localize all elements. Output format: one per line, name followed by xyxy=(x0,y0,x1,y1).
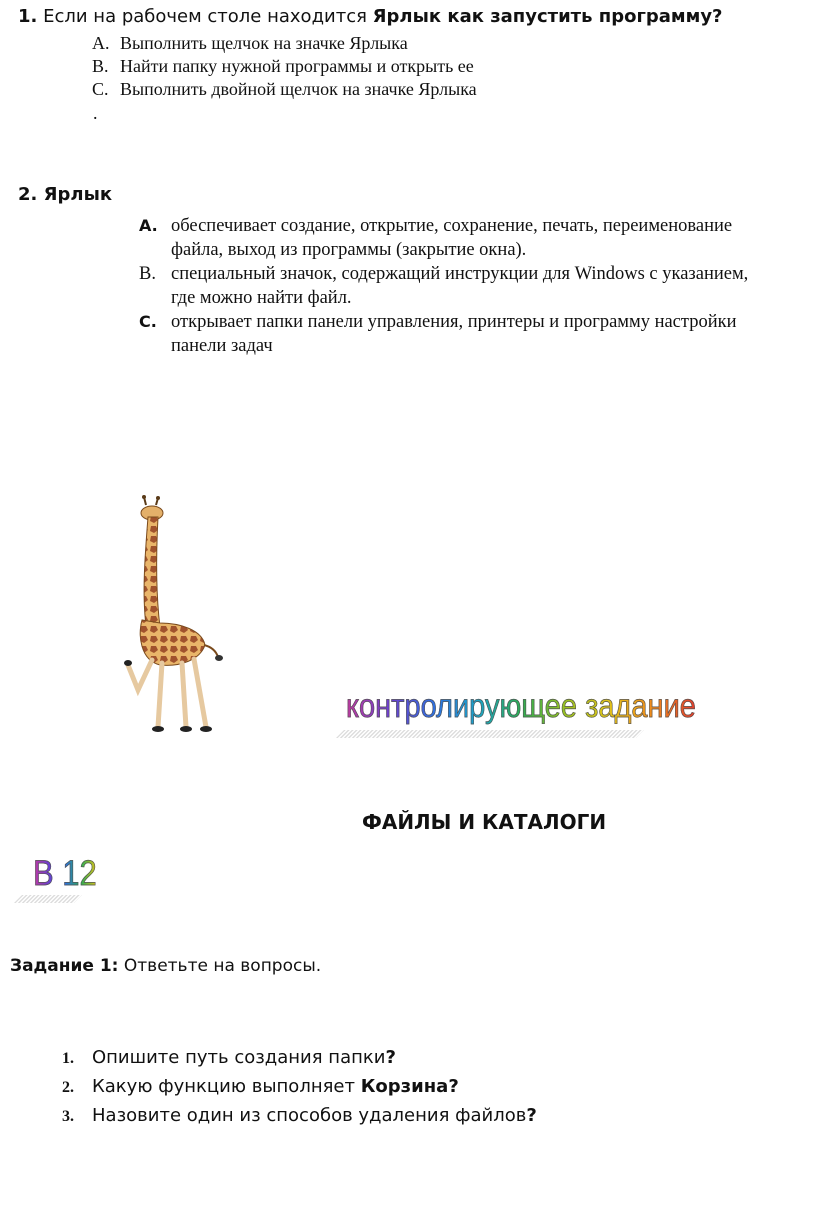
list-item xyxy=(62,1105,537,1126)
question-1-option-c xyxy=(92,79,477,100)
option-line-2: где можно найти файл. xyxy=(171,288,352,308)
task-1 xyxy=(10,956,321,976)
question-1-text-bold: Ярлык как запустить программу? xyxy=(372,6,723,27)
question-1-dot: . xyxy=(93,103,98,123)
question-1-option-a xyxy=(92,33,408,54)
option-letter: C. xyxy=(92,79,109,99)
option-letter: A. xyxy=(92,33,110,53)
task-label: Задание 1: xyxy=(10,956,119,976)
question-2-title xyxy=(18,184,112,205)
question-2-option-a xyxy=(139,214,811,262)
wordart-variant-shadow xyxy=(14,895,82,903)
option-text: Выполнить щелчок на значке Ярлыка xyxy=(120,33,408,53)
list-text-tail: ? xyxy=(448,1076,459,1097)
question-1-number: 1. xyxy=(18,6,38,27)
list-text-bold: Корзина xyxy=(360,1076,449,1097)
question-2-option-b xyxy=(139,262,811,310)
list-text: Какую функцию выполняет xyxy=(92,1076,361,1097)
giraffe-illustration xyxy=(120,495,230,735)
wordart-control-task xyxy=(346,688,696,726)
task-text: Ответьте на вопросы. xyxy=(123,956,322,976)
list-number: 3. xyxy=(62,1108,74,1125)
question-2-number: 2. xyxy=(18,184,38,205)
list-text-tail: ? xyxy=(526,1105,537,1126)
list-number: 1. xyxy=(62,1050,74,1067)
option-letter: A. xyxy=(139,216,158,235)
option-letter: B. xyxy=(139,264,156,284)
option-letter: B. xyxy=(92,56,109,76)
question-1-title xyxy=(18,6,723,27)
list-item xyxy=(62,1076,459,1097)
wordart-variant xyxy=(33,853,97,894)
option-line-2: панели задач xyxy=(171,336,273,356)
list-number: 2. xyxy=(62,1079,74,1096)
option-line-1: обеспечивает создание, открытие, сохранение, печать, переименование xyxy=(171,216,733,236)
wordart-variant-text: В 12 xyxy=(33,852,97,893)
option-line-1: открывает папки панели управления, принтеры и программу настройки xyxy=(171,312,737,332)
option-text: Выполнить двойной щелчок на значке Ярлыка xyxy=(120,79,477,99)
question-2-text: Ярлык xyxy=(43,184,113,205)
option-line-1: специальный значок, содержащий инструкции для Windows с указанием, xyxy=(171,264,749,284)
question-1-text: Если на рабочем столе находится xyxy=(43,6,367,27)
list-item xyxy=(62,1047,396,1068)
page-heading: ФАЙЛЫ И КАТАЛОГИ xyxy=(362,810,607,834)
wordart-title-text: контролирующее задание xyxy=(346,688,696,725)
question-1-option-b xyxy=(92,56,474,77)
list-text: Назовите один из способов удаления файлов xyxy=(92,1105,527,1126)
option-line-2: файла, выход из программы (закрытие окна). xyxy=(171,240,527,260)
question-2-option-c xyxy=(139,310,811,358)
list-text: Опишите путь создания папки xyxy=(92,1047,386,1068)
option-text: Найти папку нужной программы и открыть ее xyxy=(120,56,474,76)
list-text-tail: ? xyxy=(385,1047,396,1068)
wordart-shadow xyxy=(336,730,644,738)
option-letter: C. xyxy=(139,312,157,331)
